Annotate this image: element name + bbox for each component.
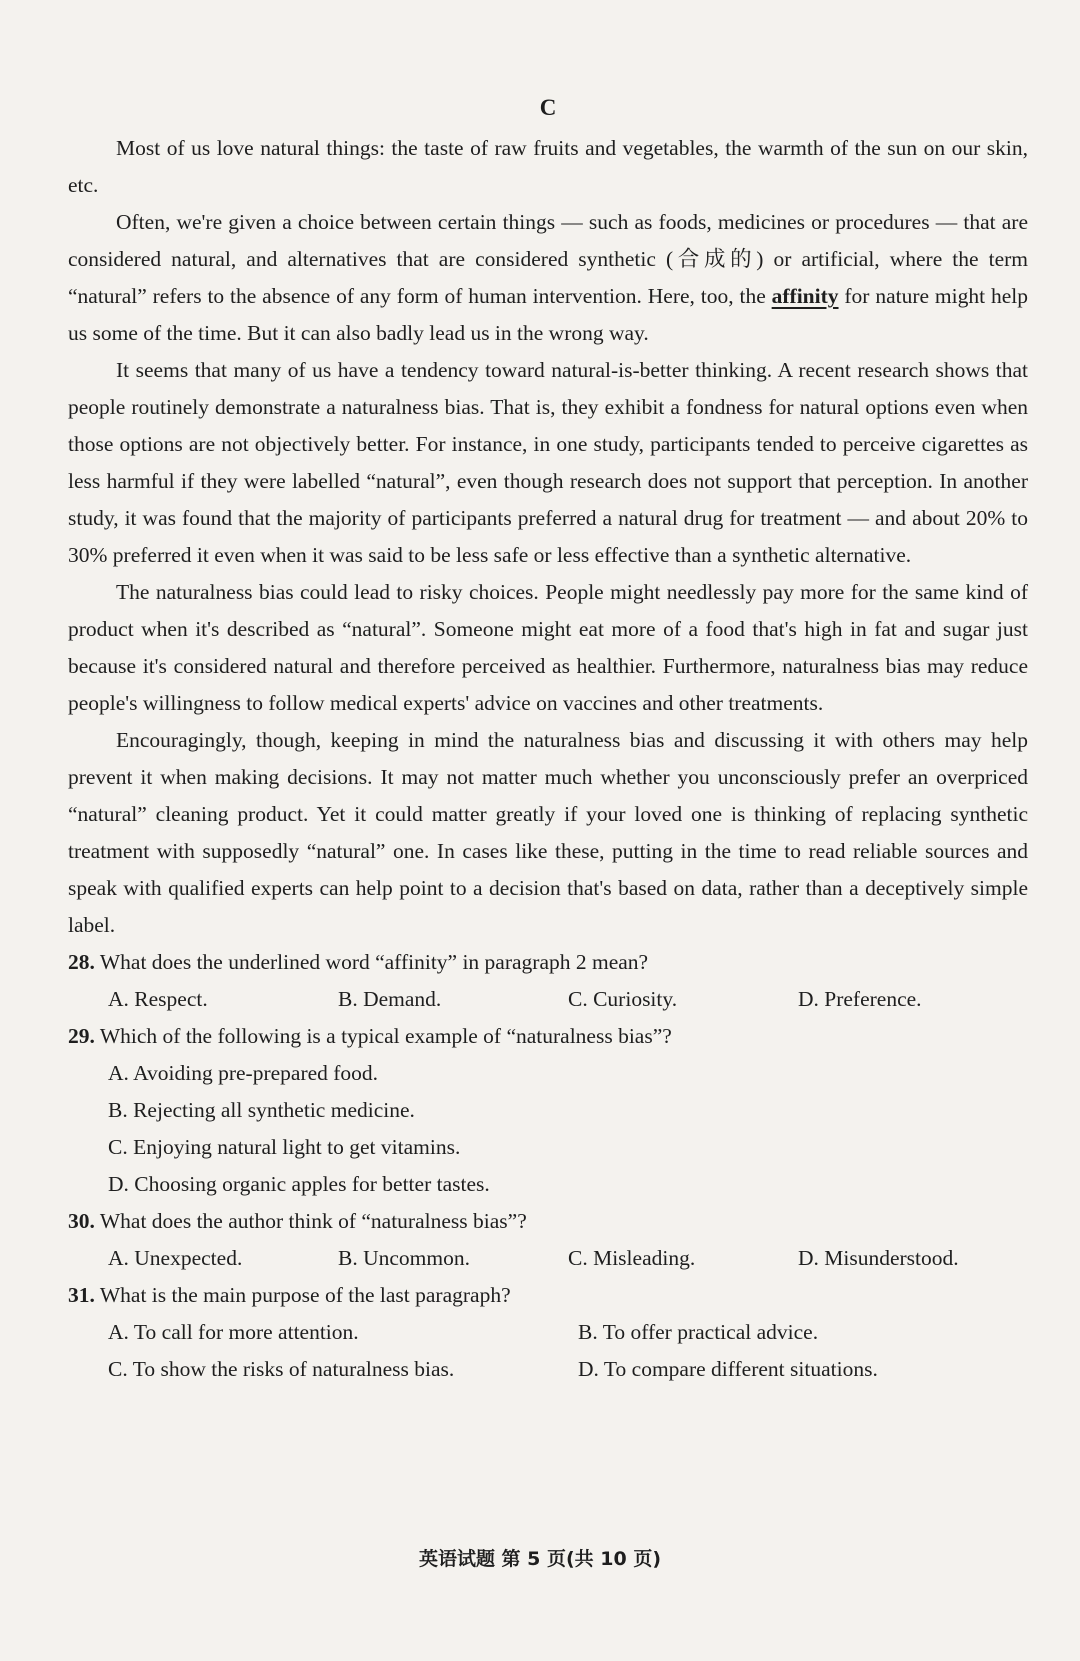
- option-c[interactable]: C. Misleading.: [568, 1246, 696, 1270]
- underlined-word: affinity: [771, 284, 839, 308]
- option-c[interactable]: C. Enjoying natural light to get vitamins.: [108, 1135, 461, 1159]
- paragraph-1: Most of us love natural things: the taste of raw fruits and vegetables, the warmth of the sun on our skin, etc.: [68, 136, 1028, 197]
- question-31: [68, 1277, 1028, 1388]
- question-stem: [68, 1277, 1028, 1314]
- paragraph-2: [68, 204, 1028, 352]
- option-b[interactable]: B. Rejecting all synthetic medicine.: [108, 1098, 415, 1122]
- paragraph-5: Encouragingly, though, keeping in mind the naturalness bias and discussing it with others may help prevent it when making decisions. It may not matter much whether you unconsciously prefer an overpriced “natural” cleaning product. Yet it could matter greatly if your loved one is thinking of replacing synthetic treatment with supposedly “natural” one. In cases like these, putting in the time to read reliable sources and speak with qualified experts can help point to a decision that's based on data, rather than a deceptively simple label.: [68, 728, 1028, 937]
- option-b[interactable]: B. Uncommon.: [338, 1246, 470, 1270]
- question-30: [68, 1203, 1028, 1277]
- option-b[interactable]: B. To offer practical advice.: [578, 1320, 819, 1344]
- question-number: 30.: [68, 1209, 95, 1233]
- question-number: 29.: [68, 1024, 95, 1048]
- section-title: C: [539, 95, 557, 120]
- exam-page: [68, 92, 1028, 1388]
- question-text: What does the author think of “naturalness bias”?: [94, 1209, 527, 1233]
- option-c[interactable]: C. Curiosity.: [568, 987, 678, 1011]
- option-b[interactable]: B. Demand.: [338, 987, 442, 1011]
- options: [68, 981, 1028, 1018]
- question-text: Which of the following is a typical example of “naturalness bias”?: [94, 1024, 672, 1048]
- question-number: 31.: [68, 1283, 95, 1307]
- option-a[interactable]: A. Unexpected.: [108, 1246, 243, 1270]
- option-a[interactable]: A. To call for more attention.: [108, 1320, 359, 1344]
- option-d[interactable]: D. Choosing organic apples for better tastes.: [108, 1172, 490, 1196]
- paragraph-4: The naturalness bias could lead to risky choices. People might needlessly pay more for the same kind of product when it's described as “natural”. Someone might eat more of a food that's high in fat and sugar just because it's considered natural and therefore perceived as healthier. Furthermore, naturalness bias may reduce people's willingness to follow medical experts' advice on vaccines and other treatments.: [68, 580, 1028, 715]
- option-a[interactable]: A. Avoiding pre-prepared food.: [108, 1061, 379, 1085]
- paragraph-2-after: for nature might help us some of the time. But it can also badly lead us in the wrong way.: [68, 284, 1028, 345]
- option-c[interactable]: C. To show the risks of naturalness bias.: [108, 1357, 455, 1381]
- question-stem: [68, 1018, 1028, 1055]
- questions: [68, 944, 1028, 1388]
- page-footer: 英语试题 第 5 页(共 10 页): [418, 1548, 662, 1570]
- option-d[interactable]: D. Preference.: [798, 987, 922, 1011]
- paragraph-3: It seems that many of us have a tendency toward natural-is-better thinking. A recent research shows that people routinely demonstrate a naturalness bias. That is, they exhibit a fondness for natural options even when those options are not objectively better. For instance, in one study, participants tended to perceive cigarettes as less harmful if they were labelled “natural”, even though research does not support that perception. In another study, it was found that the majority of participants preferred a natural drug for treatment — and about 20% to 30% preferred it even when it was said to be less safe or less effective than a synthetic alternative.: [68, 358, 1028, 567]
- question-29: [68, 1018, 1028, 1203]
- question-number: 28.: [68, 950, 95, 974]
- question-stem: [68, 944, 1028, 981]
- option-d[interactable]: D. To compare different situations.: [578, 1357, 878, 1381]
- option-a[interactable]: A. Respect.: [108, 987, 208, 1011]
- options: [68, 1314, 1028, 1388]
- question-text: What is the main purpose of the last paragraph?: [94, 1283, 511, 1307]
- question-stem: [68, 1203, 1028, 1240]
- paragraph-2-before: Often, we're given a choice between certain things — such as foods, medicines or procedures — that are considered natural, and alternatives that are considered synthetic (合成的) or artificial, where the term “natural” refers to the absence of any form of human intervention. Here, too, the: [68, 210, 1028, 308]
- question-28: [68, 944, 1028, 1018]
- option-d[interactable]: D. Misunderstood.: [798, 1246, 959, 1270]
- options: [68, 1240, 1028, 1277]
- options: [68, 1055, 1028, 1203]
- question-text: What does the underlined word “affinity” in paragraph 2 mean?: [94, 950, 649, 974]
